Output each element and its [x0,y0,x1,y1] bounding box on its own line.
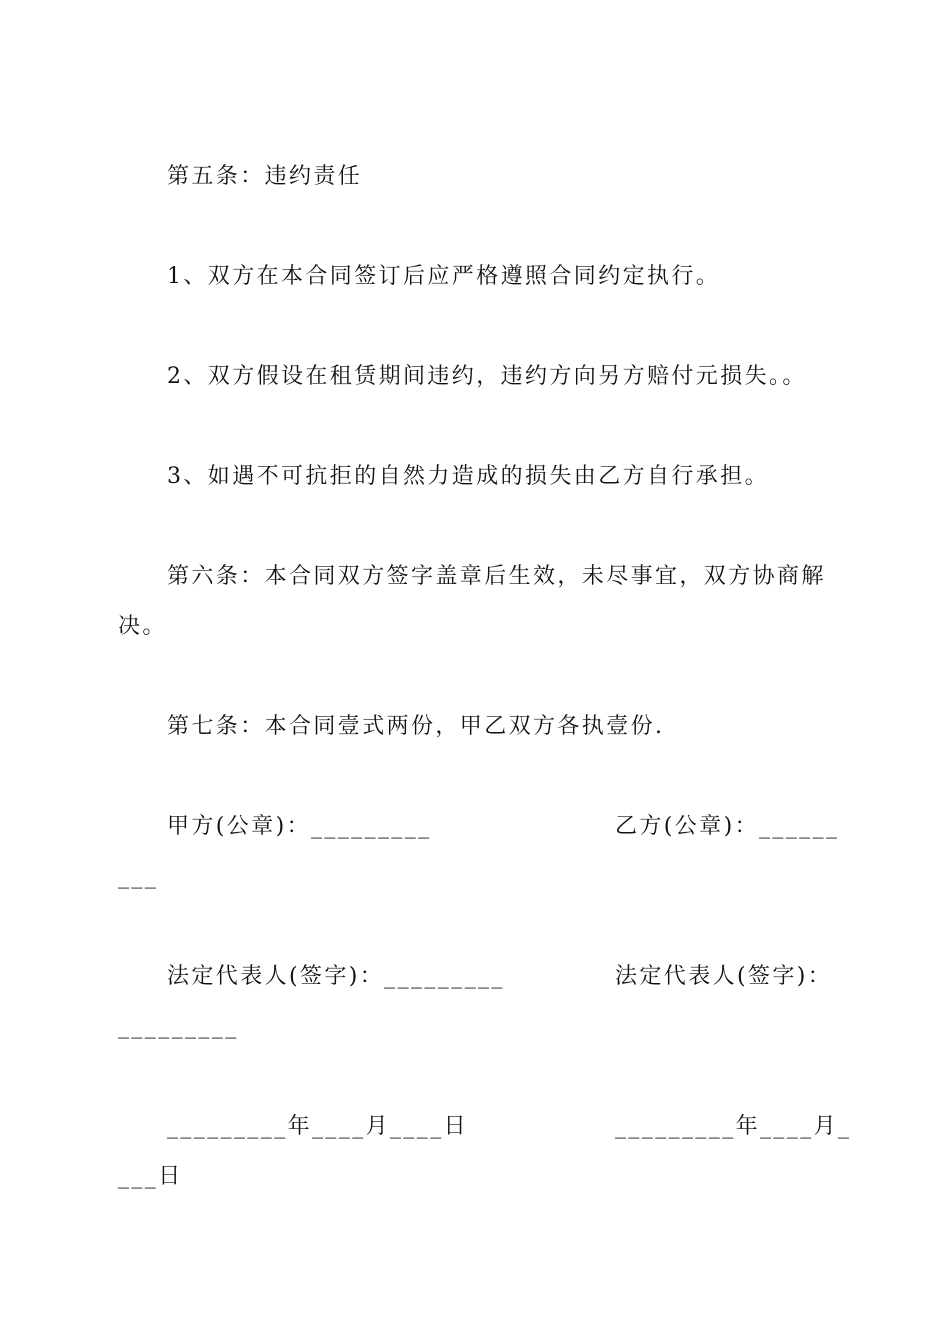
party-a-representative: 法定代表人(签字)：_________ [167,964,505,989]
article5-item-2: 2、双方假设在租赁期间违约，违约方向另方赔付元损失。。 [167,364,807,389]
party-b-seal-continuation: ___ [118,864,159,889]
party-a-date: _________年____月____日 [167,1114,469,1139]
article7-text: 第七条：本合同壹式两份，甲乙双方各执壹份. [167,714,665,739]
article5-heading: 第五条：违约责任 [167,164,363,189]
article5-item-3: 3、如遇不可抗拒的自然力造成的损失由乙方自行承担。 [167,464,769,489]
party-b-date-continuation: ___日 [118,1164,183,1189]
article6-line-2: 决。 [118,614,167,639]
party-b-representative-continuation: _________ [118,1014,239,1039]
party-b-date: _________年____月_ [615,1114,852,1139]
party-b-representative: 法定代表人(签字)： [615,964,833,989]
article5-item-1: 1、双方在本合同签订后应严格遵照合同约定执行。 [167,264,721,289]
party-a-seal: 甲方(公章)：_________ [167,814,432,839]
article6-line-1: 第六条：本合同双方签字盖章后生效，未尽事宜，双方协商解 [167,564,826,589]
party-b-seal: 乙方(公章)：______ [615,814,840,839]
